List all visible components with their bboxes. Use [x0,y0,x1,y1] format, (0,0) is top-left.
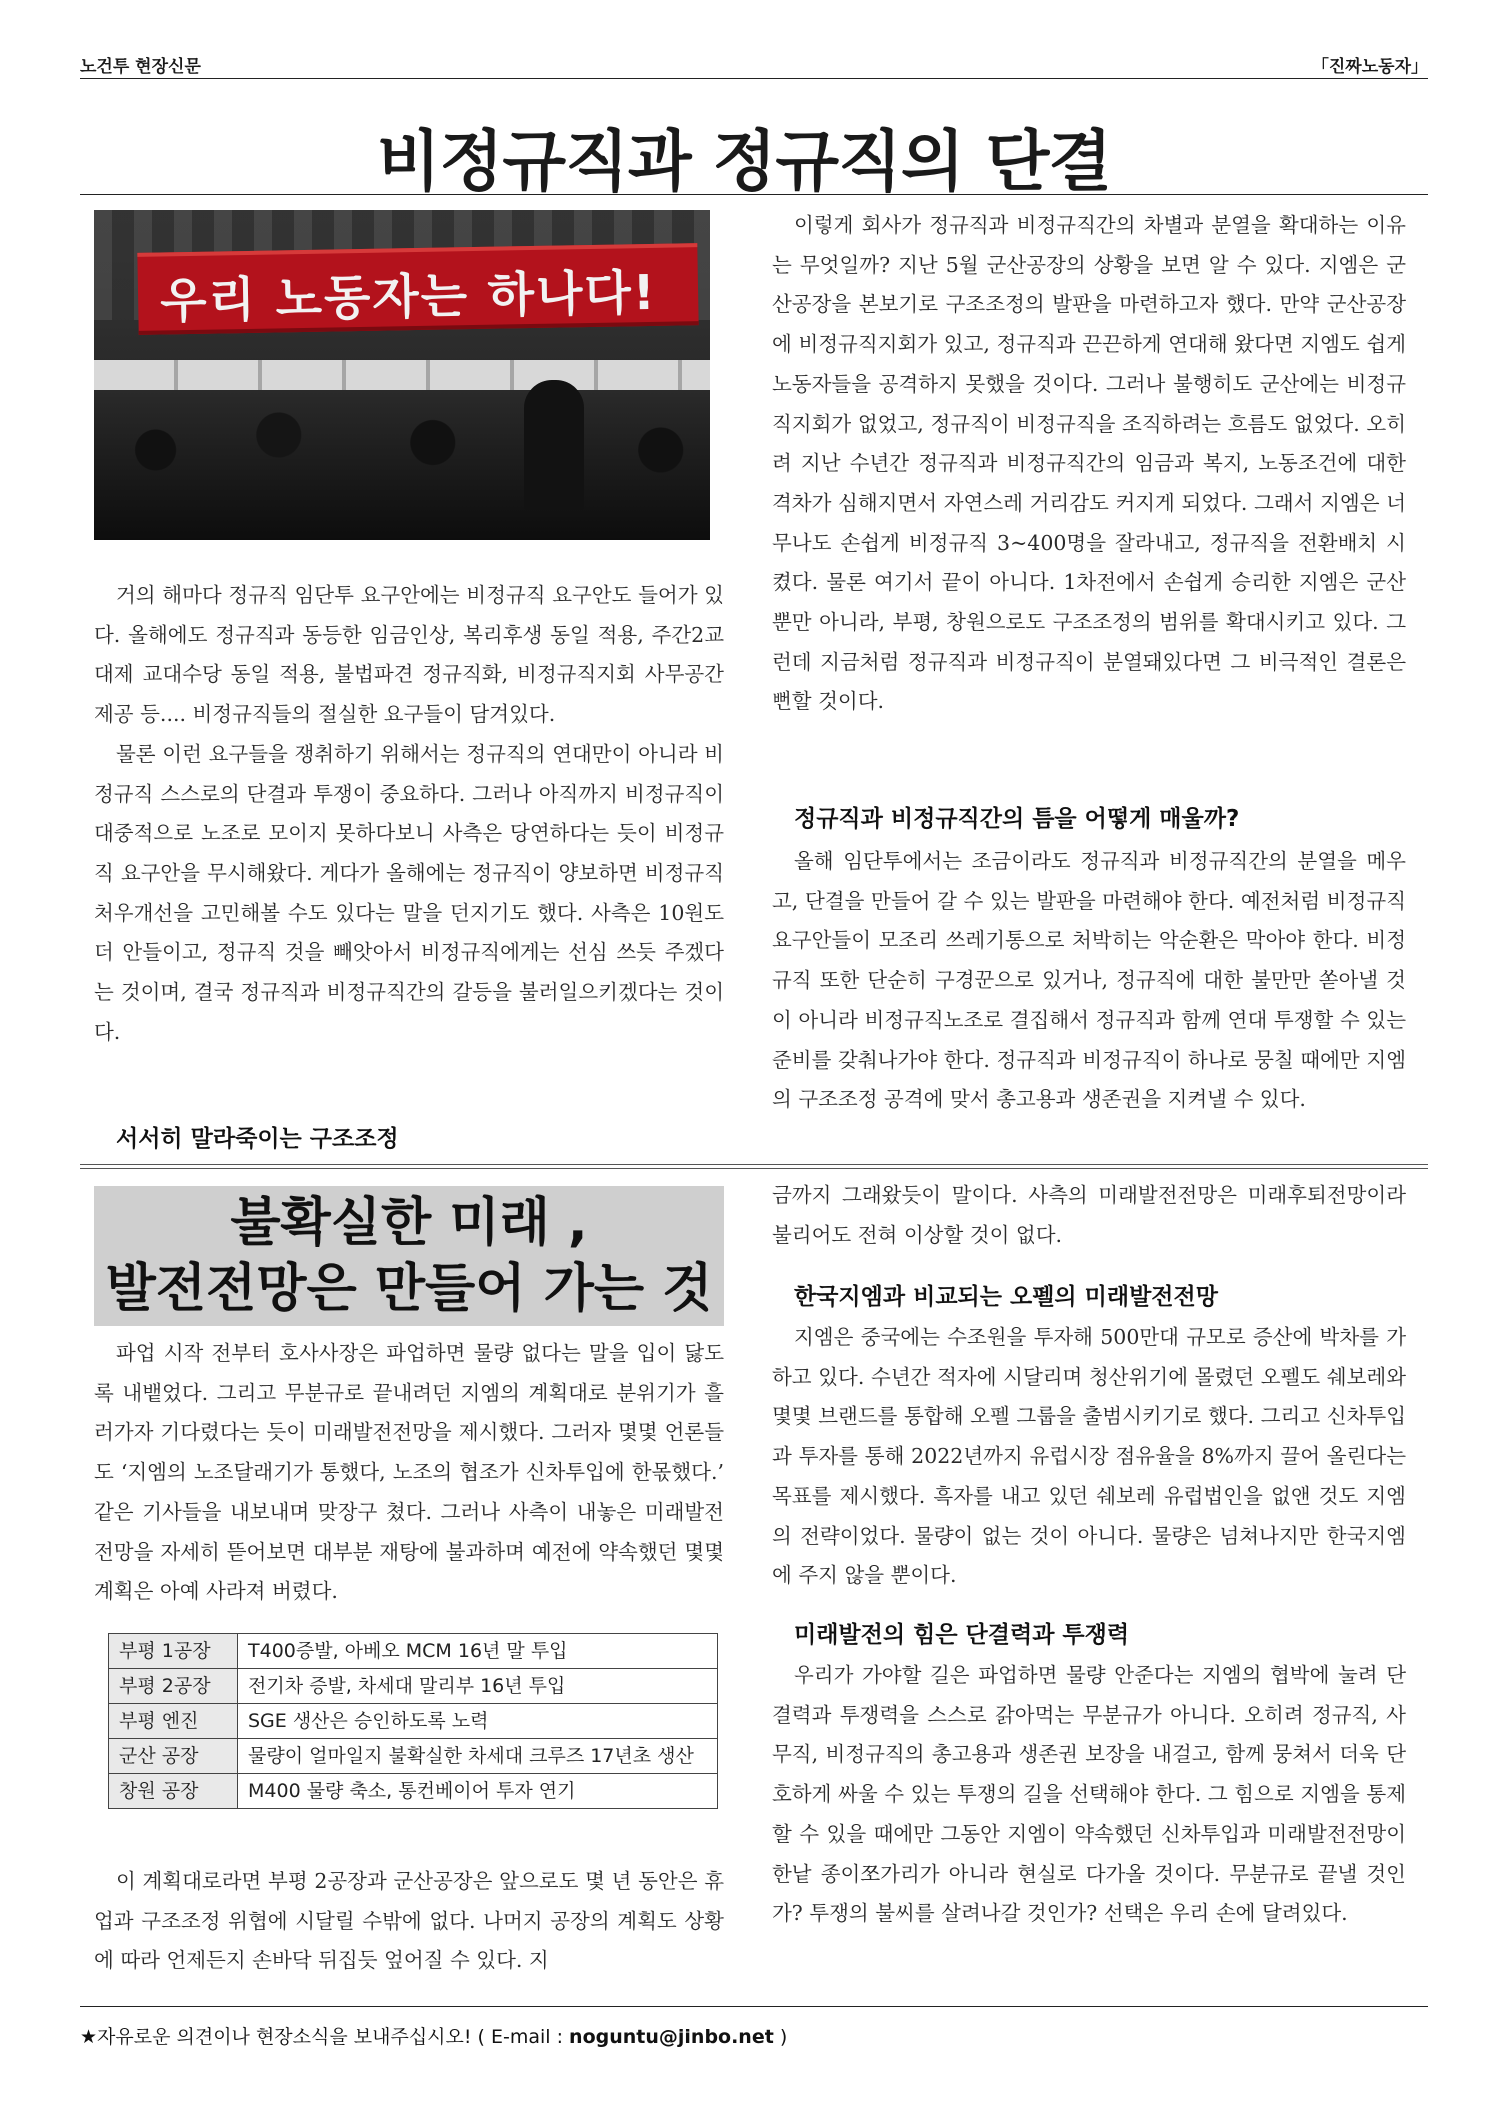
plan-cell: 전기차 증발, 차세대 말리부 16년 투입 [238,1669,718,1704]
plan-cell: SGE 생산은 승인하도록 노력 [238,1704,718,1739]
article2-left-column [94,1334,724,1612]
article2-subhead-2: 미래발전의 힘은 단결력과 투쟁력 [794,1622,1130,1648]
footer-text: ★자유로운 의견이나 현장소식을 보내주십시오! ( E-mail : [80,2026,570,2048]
paper-name: 「진짜노동자」 [1311,57,1428,77]
article1-left-subhead: 서서히 말라죽이는 구조조정 [116,1126,399,1152]
section-divider [80,1164,1428,1169]
plant-cell: 부평 2공장 [109,1669,238,1704]
plant-cell: 부평 엔진 [109,1704,238,1739]
plant-plan-table [108,1633,718,1809]
plant-cell: 창원 공장 [109,1774,238,1809]
article2-title-line1: 불확실한 미래 , [230,1193,588,1253]
table-row [109,1739,718,1774]
paragraph: 지엠은 중국에는 수조원을 투자해 500만대 규모로 증산에 박차를 가하고 있다. 수년간 적자에 시달리며 청산위기에 몰렸던 오펠도 쉐보레와 몇몇 브랜드를 통합해 오펠 그룹을 출범시키기로 했다. 그리고 신차투입과 투자를 통해 2022년까지 유럽시장 점유율을 8%까지 끌어 올린다는 목표를 제시했다. 흑자를 내고 있던 쉐보레 유럽법인을 없앤 것도 지엠의 전략이었다. 물량이 없는 것이 아니다. 물량은 넘쳐나지만 한국지엠에 주지 않을 뿐이다. [772,1325,1406,1588]
publisher-name: 노건투 현장신문 [80,57,201,77]
article1-title: 비정규직과 정규직의 단결 [376,123,1112,200]
title-rule [80,194,1428,195]
plant-cell: 군산 공장 [109,1739,238,1774]
table-row [109,1704,718,1739]
article2-right-column-3 [772,1656,1406,1934]
footer-email[interactable]: noguntu@jinbo.net [569,2026,774,2048]
plan-cell: M400 물량 축소, 통컨베이어 투자 연기 [238,1774,718,1809]
plan-cell: 물량이 얼마일지 불확실한 차세대 크루즈 17년초 생산 [238,1739,718,1774]
paragraph: 이렇게 회사가 정규직과 비정규직간의 차별과 분열을 확대하는 이유는 무엇일까? 지난 5월 군산공장의 상황을 보면 알 수 있다. 지엠은 군산공장을 본보기로 구조조정의 발판을 마련하고자 했다. 만약 군산공장에 비정규직지회가 있고, 정규직과 끈끈하게 연대해 왔다면 지엠도 쉽게 노동자들을 공격하지 못했을 것이다. 그러나 불행히도 군산에는 비정규직지회가 없었고, 정규직이 비정규직을 조직하려는 흐름도 없었다. 오히려 지난 수년간 정규직과 비정규직간의 임금과 복지, 노동조건에 대한 격차가 심해지면서 자연스레 거리감도 커지게 되었다. 그래서 지엠은 너무나도 손쉽게 비정규직 3~400명을 잘라내고, 정규직을 전환배치 시켰다. 물론 여기서 끝이 아니다. 1차전에서 손쉽게 승리한 지엠은 군산뿐만 아니라, 부평, 창원으로도 구조조정의 범위를 확대시키고 있다. 그런데 지금처럼 정규직과 비정규직이 분열돼있다면 그 비극적인 결론은 뻔할 것이다. [772,213,1406,714]
photo-banner [137,243,698,335]
paragraph: 물론 이런 요구들을 쟁취하기 위해서는 정규직의 연대만이 아니라 비정규직 스스로의 단결과 투쟁이 중요하다. 그러나 아직까지 비정규직이 대중적으로 노조로 모이지 못하다보니 사측은 당연하다는 듯이 비정규직 요구안을 무시해왔다. 게다가 올해에는 정규직이 양보하면 비정규직 처우개선을 고민해볼 수도 있다는 말을 던지기도 했다. 사측은 10원도 더 안들이고, 정규직 것을 빼앗아서 비정규직에게는 선심 쓰듯 주겠다는 것이며, 결국 정규직과 비정규직간의 갈등을 불러일으키겠다는 것이다. [94,741,724,1044]
paragraph: 우리가 가야할 길은 파업하면 물량 안준다는 지엠의 협박에 눌려 단결력과 투쟁력을 스스로 갉아먹는 무분규가 아니다. 오히려 정규직, 사무직, 비정규직의 총고용과 생존권 보장을 내걸고, 함께 뭉쳐서 더욱 단호하게 싸울 수 있는 투쟁의 길을 선택해야 한다. 그 힘으로 지엠을 통제할 수 있을 때에만 그동안 지엠이 약속했던 신차투입과 미래발전전망이 한낱 종이쪼가리가 아니라 현실로 다가올 것이다. 무분규로 끝낼 것인가? 투쟁의 불씨를 살려나갈 것인가? 선택은 우리 손에 달려있다. [772,1663,1406,1926]
footer-rule [80,2006,1428,2007]
article1-right-subhead: 정규직과 비정규직간의 틈을 어떻게 매울까? [794,806,1240,832]
table-row [109,1774,718,1809]
rally-photo [94,210,710,540]
speaker-figure [524,380,584,510]
article2-left-column-2 [94,1862,724,1981]
page-header [80,52,1428,78]
article2-title-line2: 발전전망은 만들어 가는 것 [105,1259,713,1319]
article2-right-column-2 [772,1318,1406,1596]
article1-left-column [94,576,724,1052]
paragraph: 거의 해마다 정규직 임단투 요구안에는 비정규직 요구안도 들어가 있다. 올해에도 정규직과 동등한 임금인상, 복리후생 동일 적용, 주간2교대제 교대수당 동일 적용, 불법파견 정규직화, 비정규직지회 사무공간 제공 등.... 비정규직들의 절실한 요구들이 담겨있다. [94,583,724,727]
paragraph: 올해 임단투에서는 조금이라도 정규직과 비정규직간의 분열을 메우고, 단결을 만들어 갈 수 있는 발판을 마련해야 한다. 예전처럼 비정규직 요구안들이 모조리 쓰레기통으로 처박히는 악순환은 막아야 한다. 비정규직 또한 단순히 구경꾼으로 있거나, 정규직에 대한 불만만 쏟아낼 것이 아니라 비정규직노조로 결집해서 정규직과 함께 연대 투쟁할 수 있는 준비를 갖춰나가야 한다. 정규직과 비정규직이 하나로 뭉칠 때에만 지엠의 구조조정 공격에 맞서 총고용과 생존권을 지켜낼 수 있다. [772,849,1406,1112]
banner-text: 우리 노동자는 하나다! [159,264,658,330]
plan-cell: T400증발, 아베오 MCM 16년 말 투입 [238,1634,718,1669]
header-rule [80,78,1428,79]
paragraph: 금까지 그래왔듯이 말이다. 사측의 미래발전전망은 미래후퇴전망이라 불리어도 전혀 이상할 것이 없다. [772,1183,1406,1247]
table-row [109,1669,718,1704]
plant-cell: 부평 1공장 [109,1634,238,1669]
article2-subhead-1: 한국지엠과 비교되는 오펠의 미래발전전망 [794,1284,1218,1310]
article1-right-column-2 [772,842,1406,1120]
article2-right-column [772,1176,1406,1255]
article1-right-column [772,206,1406,722]
paragraph: 이 계획대로라면 부평 2공장과 군산공장은 앞으로도 몇 년 동안은 휴업과 구조조정 위협에 시달릴 수밖에 없다. 나머지 공장의 계획도 상황에 따라 언제든지 손바닥 뒤집듯 엎어질 수 있다. 지 [94,1869,724,1973]
page-footer [80,2022,787,2049]
paragraph: 파업 시작 전부터 호사사장은 파업하면 물량 없다는 말을 입이 닳도록 내뱉었다. 그리고 무분규로 끝내려던 지엠의 계획대로 분위기가 흘러가자 기다렸다는 듯이 미래발전전망을 제시했다. 그러자 몇몇 언론들도 ‘지엠의 노조달래기가 통했다, 노조의 협조가 신차투입에 한몫했다.’ 같은 기사들을 내보내며 맞장구 쳤다. 그러나 사측이 내놓은 미래발전전망을 자세히 뜯어보면 대부분 재탕에 불과하며 예전에 약속했던 몇몇 계획은 아예 사라져 버렸다. [94,1341,724,1604]
article2-title-box [94,1186,724,1326]
footer-close: ) [773,2026,788,2048]
table-row [109,1634,718,1669]
